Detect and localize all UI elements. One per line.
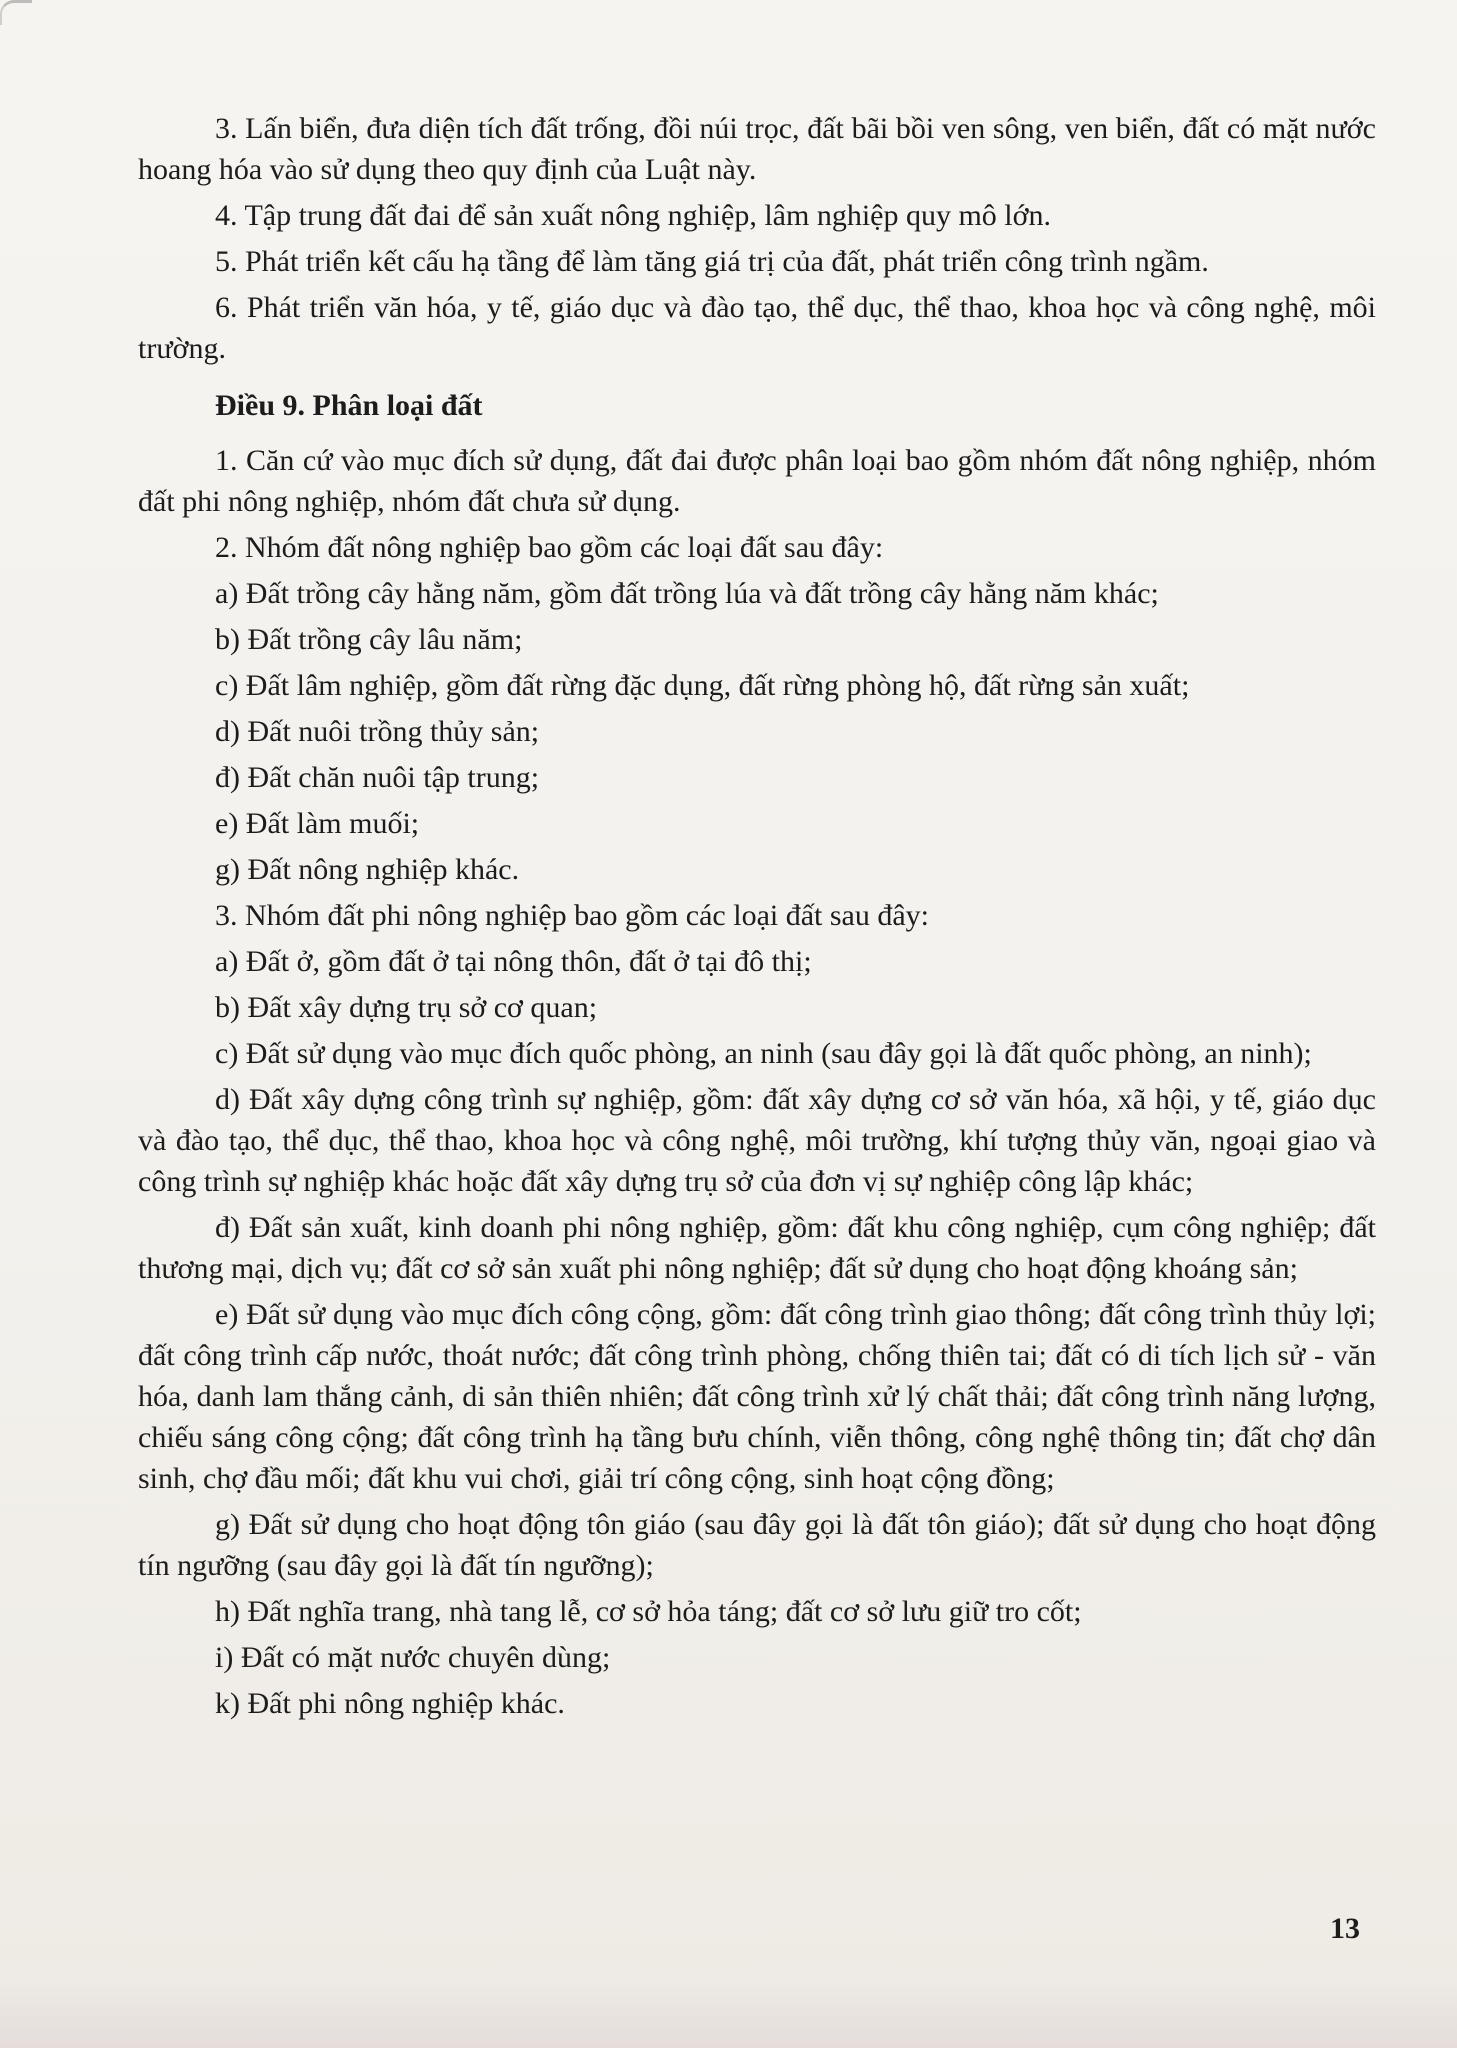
list-item: b) Đất xây dựng trụ sở cơ quan; — [215, 991, 598, 1024]
list-item: c) Đất lâm nghiệp, gồm đất rừng đặc dụng, đất rừng phòng hộ, đất rừng sản xuất; — [215, 669, 1190, 702]
list-item: a) Đất ở, gồm đất ở tại nông thôn, đất ở tại đô thị; — [215, 945, 812, 978]
list-item: h) Đất nghĩa trang, nhà tang lễ, cơ sở hỏa táng; đất cơ sở lưu giữ tro cốt; — [215, 1595, 1082, 1628]
page-bottom-shade — [0, 1978, 1457, 2048]
paragraph: 2. Nhóm đất nông nghiệp bao gồm các loại đất sau đây: — [215, 531, 884, 564]
paragraph: 3. Lấn biển, đưa diện tích đất trống, đồi núi trọc, đất bãi bồi ven sông, ven biển, đất có mặt nước hoang hóa vào sử dụng theo quy định của Luật này. — [138, 112, 1376, 186]
paragraph: 6. Phát triển văn hóa, y tế, giáo dục và đào tạo, thể dục, thể thao, khoa học và công nghệ, môi trường. — [138, 291, 1376, 365]
list-item: a) Đất trồng cây hằng năm, gồm đất trồng lúa và đất trồng cây hằng năm khác; — [215, 577, 1159, 610]
list-item: g) Đất nông nghiệp khác. — [215, 853, 520, 886]
list-item: i) Đất có mặt nước chuyên dùng; — [215, 1641, 611, 1674]
list-item: d) Đất xây dựng công trình sự nghiệp, gồm: đất xây dựng cơ sở văn hóa, xã hội, y tế, giáo dục và đào tạo, thể dục, thể thao, khoa học và công nghệ, môi trường, khí tượng thủy văn, ngoại giao và công trình sự nghiệp khác hoặc đất xây dựng trụ sở của đơn vị sự nghiệp công lập khác; — [138, 1083, 1376, 1198]
page-content — [138, 108, 1376, 1724]
paragraph: 4. Tập trung đất đai để sản xuất nông nghiệp, lâm nghiệp quy mô lớn. — [215, 199, 1052, 232]
list-item: e) Đất sử dụng vào mục đích công cộng, gồm: đất công trình giao thông; đất công trình thủy lợi; đất công trình cấp nước, thoát nước; đất công trình phòng, chống thiên tai; đất có di tích lịch sử - văn hóa, danh lam thắng cảnh, di sản thiên nhiên; đất công trình xử lý chất thải; đất công trình năng lượng, chiếu sáng công cộng; đất công trình hạ tầng bưu chính, viễn thông, công nghệ thông tin; đất chợ dân sinh, chợ đầu mối; đất khu vui chơi, giải trí công cộng, sinh hoạt cộng đồng; — [138, 1298, 1376, 1495]
list-item: đ) Đất sản xuất, kinh doanh phi nông nghiệp, gồm: đất khu công nghiệp, cụm công nghiệp; đất thương mại, dịch vụ; đất cơ sở sản xuất phi nông nghiệp; đất sử dụng cho hoạt động khoáng sản; — [138, 1211, 1376, 1285]
list-item: e) Đất làm muối; — [215, 807, 420, 840]
article-heading: Điều 9. Phân loại đất — [215, 389, 483, 422]
page-corner-mark — [0, 0, 32, 25]
list-item: g) Đất sử dụng cho hoạt động tôn giáo (sau đây gọi là đất tôn giáo); đất sử dụng cho hoạt động tín ngưỡng (sau đây gọi là đất tín ngưỡng); — [138, 1508, 1376, 1582]
paragraph: 1. Căn cứ vào mục đích sử dụng, đất đai được phân loại bao gồm nhóm đất nông nghiệp, nhóm đất phi nông nghiệp, nhóm đất chưa sử dụng. — [138, 444, 1376, 518]
list-item: đ) Đất chăn nuôi tập trung; — [215, 761, 540, 794]
list-item: b) Đất trồng cây lâu năm; — [215, 623, 523, 656]
list-item: c) Đất sử dụng vào mục đích quốc phòng, an ninh (sau đây gọi là đất quốc phòng, an ninh); — [215, 1037, 1312, 1070]
page-number: 13 — [1330, 1912, 1360, 1945]
paragraph: 5. Phát triển kết cấu hạ tầng để làm tăng giá trị của đất, phát triển công trình ngầm. — [215, 245, 1209, 278]
paragraph: 3. Nhóm đất phi nông nghiệp bao gồm các loại đất sau đây: — [215, 899, 930, 932]
list-item: k) Đất phi nông nghiệp khác. — [215, 1687, 565, 1720]
list-item: d) Đất nuôi trồng thủy sản; — [215, 715, 540, 748]
